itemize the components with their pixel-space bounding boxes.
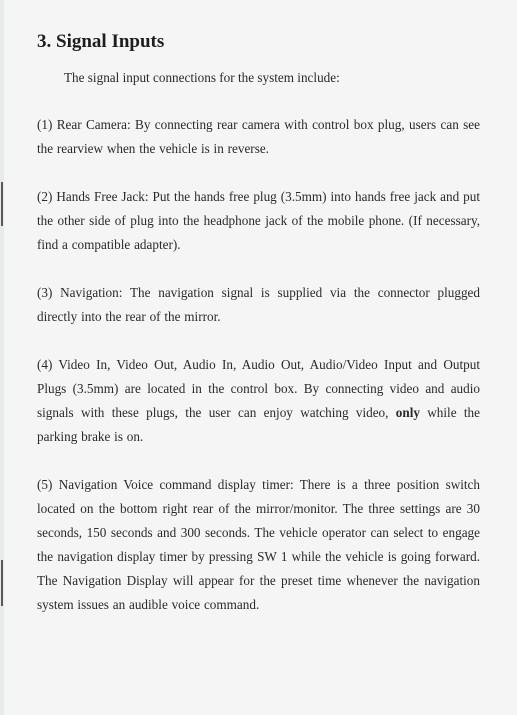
scan-edge-mark [1,560,3,606]
item-rear-camera: (1) Rear Camera: By connecting rear camera with control box plug, users can see the rearview when the vehicle is in reverse. [37,117,480,156]
scan-edge-mark [1,182,3,226]
section-intro: The signal input connections for the system include: [64,70,340,85]
document-page [4,0,517,715]
section-heading: 3. Signal Inputs [37,31,165,52]
item-hands-free-jack: (2) Hands Free Jack: Put the hands free plug (3.5mm) into hands free jack and put the other side of plug into the headphone jack of the mobile phone. (If necessary, find a compatible adapter). [37,189,480,252]
item-video-audio-plugs [37,353,480,449]
item-video-audio-bold: only [395,405,420,420]
item-video-audio-text-before: (4) Video In, Video Out, Audio In, Audio Out, Audio/Video Input and Output Plugs (3.5mm) are located in the control box. By connecting video and audio signals with these plugs, the user can enjoy watching video, [37,357,480,420]
item-navigation: (3) Navigation: The navigation signal is supplied via the connector plugged directly into the rear of the mirror. [37,285,480,324]
item-video-audio-text-after: while the parking brake is on. [37,405,480,444]
section-content [37,28,480,617]
item-voice-display-timer: (5) Navigation Voice command display timer: There is a three position switch located on the bottom right rear of the mirror/monitor. The three settings are 30 seconds, 150 seconds and 300 seconds. The vehicle operator can select to engage the navigation display timer by pressing SW 1 while the vehicle is going forward. The Navigation Display will appear for the preset time whenever the navigation system issues an audible voice command. [37,477,480,612]
